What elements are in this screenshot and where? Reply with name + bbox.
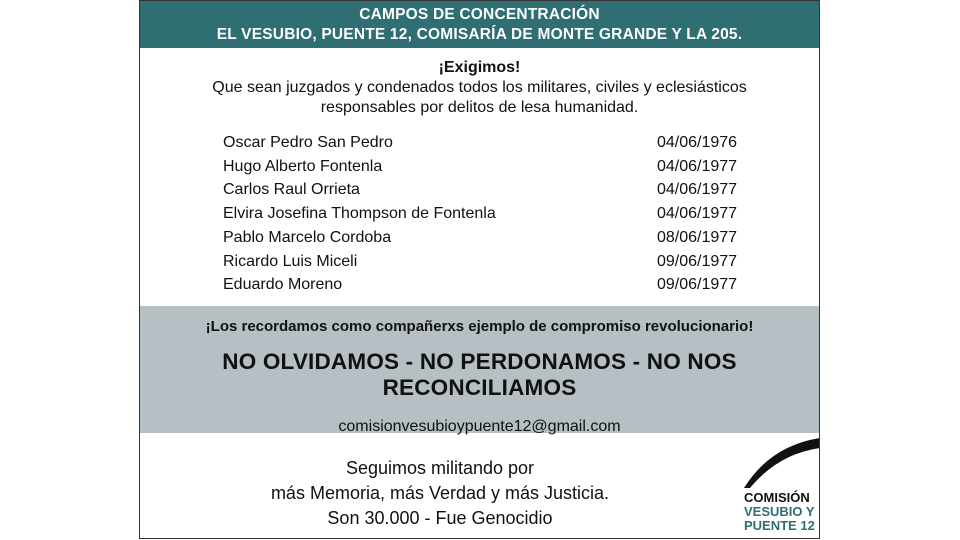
victim-row [223,202,743,226]
victim-name: Pablo Marcelo Cordoba [223,228,392,246]
victim-row [223,250,743,274]
tribute-band [140,306,819,433]
victim-name: Carlos Raul Orrieta [223,181,360,199]
victim-date: 04/06/1977 [657,157,738,175]
victim-date: 04/06/1977 [657,205,738,223]
footer-line-2: más Memoria, más Verdad y más Justicia. [270,483,610,503]
logo-line-2: VESUBIO Y [744,504,815,519]
footer-line-3: Son 30.000 - Fue Genocidio [327,508,553,528]
victim-row [223,226,743,250]
victim-date: 08/06/1977 [657,228,738,246]
demand-title: ¡Exigimos! [438,59,521,76]
memorial-notice [139,0,820,539]
victim-name: Hugo Alberto Fontenla [223,157,383,175]
demand-line-1: Que sean juzgados y condenados todos los militares, civiles y eclesiásticos [212,79,747,96]
arc-logo-icon [740,438,820,490]
header-line-1: CAMPOS DE CONCENTRACIÓN [359,6,600,23]
victim-list [223,131,743,297]
victim-date: 04/06/1977 [657,181,738,199]
header-banner [140,1,819,48]
victim-date: 04/06/1976 [657,134,738,151]
victim-row [223,273,743,297]
header-line-2: EL VESUBIO, PUENTE 12, COMISARÍA DE MONTE GRANDE Y LA 205. [216,26,743,43]
footer-text [240,456,640,531]
victim-date: 09/06/1977 [657,252,738,270]
victim-row [223,155,743,179]
victim-date: 09/06/1977 [657,276,738,294]
victim-name: Elvira Josefina Thompson de Fontenla [223,205,496,223]
footer-line-1: Seguimos militando por [345,458,535,478]
contact-email: comisionvesubioypuente12@gmail.com [338,418,621,435]
tribute-remember: ¡Los recordamos como compañerxs ejemplo de compromiso revolucionario! [205,318,754,335]
demand-line-2: responsables por delitos de lesa humanidad. [320,99,639,116]
victim-name: Oscar Pedro San Pedro [223,134,393,151]
tribute-slogan: NO OLVIDAMOS - NO PERDONAMOS - NO NOS RECONCILIAMOS [222,349,737,400]
demand-block [140,58,819,118]
victim-row [223,178,743,202]
logo-line-1: COMISIÓN [744,490,810,505]
logo-line-3: PUENTE 12 [744,518,815,533]
victim-name: Eduardo Moreno [223,276,343,294]
victim-name: Ricardo Luis Miceli [223,252,358,270]
organization-logo [740,438,820,538]
victim-row [223,131,743,155]
